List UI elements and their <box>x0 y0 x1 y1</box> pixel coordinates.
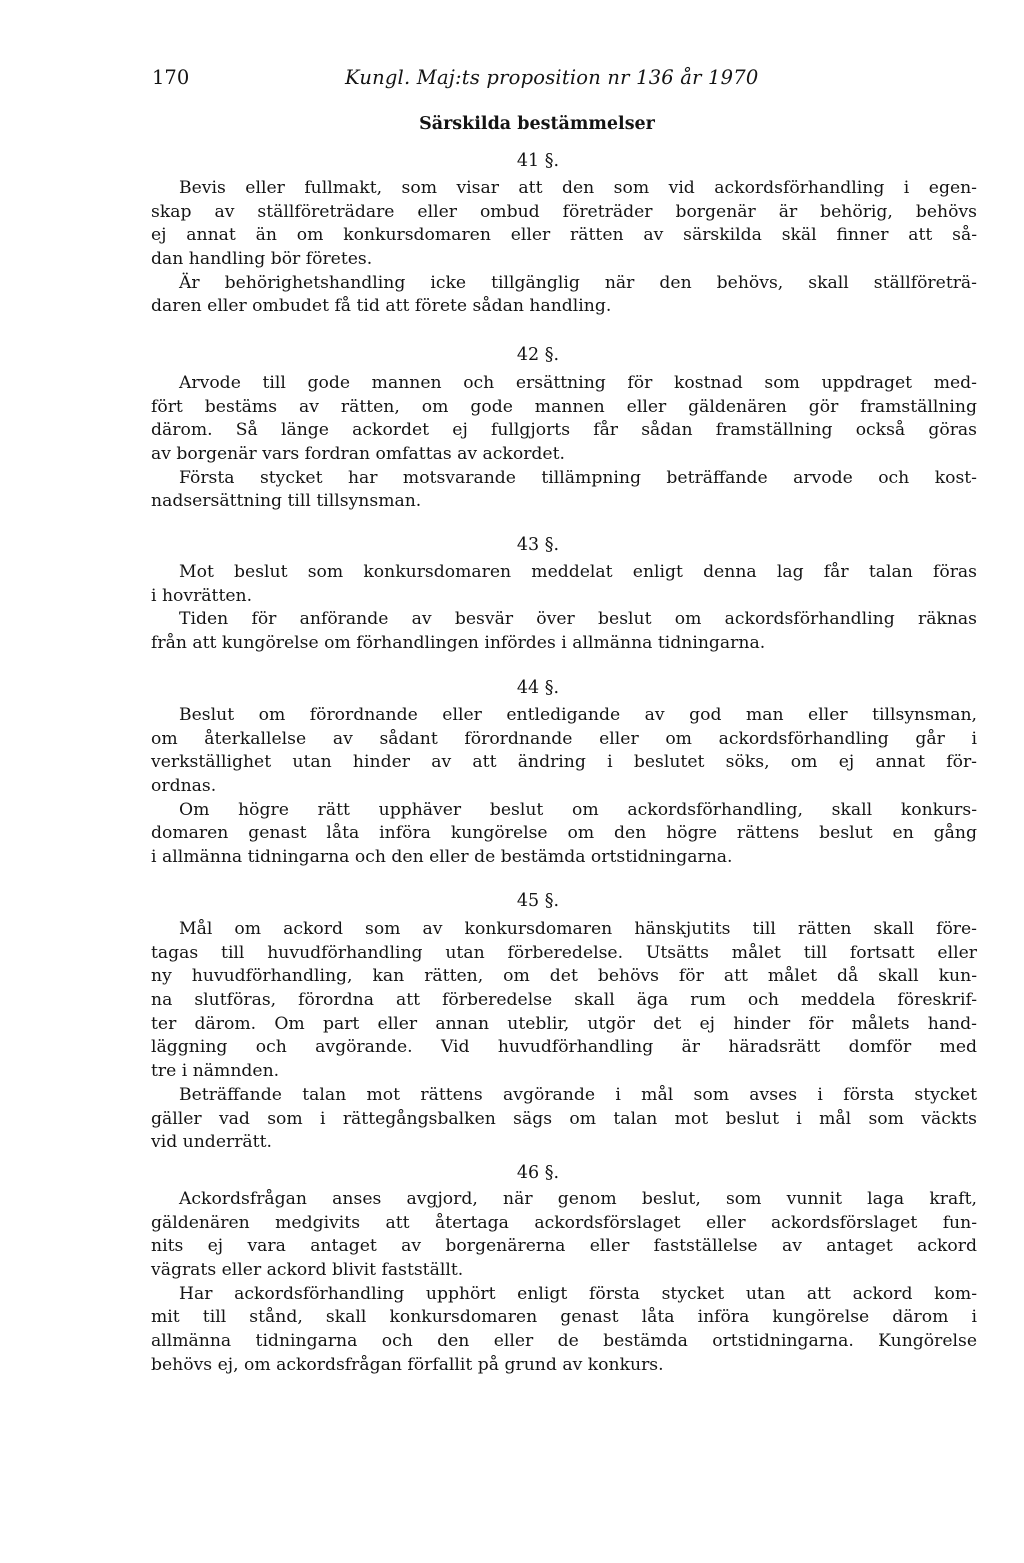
paragraph-44-body <box>151 704 977 870</box>
text-line: gäldenären medgivits att återtaga ackordsförslaget eller ackordsförslaget fun- <box>151 1212 977 1233</box>
text-line: Är behörighetshandling icke tillgänglig när den behövs, skall ställföreträ- <box>179 272 977 293</box>
text-line: nadsersättning till tillsynsman. <box>151 491 422 512</box>
text-line: verkställighet utan hinder av att ändring i beslutet söks, om ej annat för- <box>151 752 977 773</box>
text-line: från att kungörelse om förhandlingen infördes i allmänna tidningarna. <box>151 633 766 654</box>
text-line: ordnas. <box>151 776 217 797</box>
paragraph-number-42: 42 §. <box>516 345 560 365</box>
text-line: vägrats eller ackord blivit fastställt. <box>151 1260 464 1281</box>
text-line: Tiden för anförande av besvär över beslut om ackordsförhandling räknas <box>179 609 977 630</box>
text-line: Om högre rätt upphäver beslut om ackordsförhandling, skall konkurs- <box>179 799 977 820</box>
text-line: nits ej vara antaget av borgenärerna eller fastställelse av antaget ackord <box>151 1236 977 1257</box>
paragraph-number-43: 43 §. <box>516 535 560 555</box>
text-line: ny huvudförhandling, kan rätten, om det behövs för att målet då skall kun- <box>151 966 977 987</box>
text-line: daren eller ombudet få tid att förete sådan handling. <box>151 296 612 317</box>
text-line: fört bestäms av rätten, om gode mannen eller gäldenären gör framställning <box>151 396 977 417</box>
text-line: tagas till huvudförhandling utan förberedelse. Utsätts målet till fortsatt eller <box>151 942 977 963</box>
text-line: Arvode till gode mannen och ersättning för kostnad som uppdraget med- <box>179 373 977 393</box>
paragraph-number-44: 44 §. <box>516 678 560 698</box>
text-line: läggning och avgörande. Vid huvudförhandling är häradsrätt domför med <box>151 1037 977 1058</box>
text-line: Beslut om förordnande eller entledigande av god man eller tillsynsman, <box>179 705 977 725</box>
paragraph-number-46: 46 §. <box>516 1163 560 1183</box>
text-line: av borgenär vars fordran omfattas av ackordet. <box>151 444 565 465</box>
text-line: Mål om ackord som av konkursdomaren hänskjutits till rätten skall före- <box>179 919 977 939</box>
text-line: Mot beslut som konkursdomaren meddelat enligt denna lag får talan föras <box>179 562 977 582</box>
paragraph-number-41: 41 §. <box>516 151 560 171</box>
running-header-title: Kungl. Maj:ts proposition nr 136 år 1970 <box>345 66 759 89</box>
text-line: Beträffande talan mot rättens avgörande i mål som avses i första stycket <box>179 1084 977 1105</box>
text-line: dan handling bör företes. <box>151 249 373 270</box>
text-line: i allmänna tidningarna och den eller de bestämda ortstidningarna. <box>151 847 733 868</box>
paragraph-42-body <box>151 372 977 514</box>
text-line: behövs ej, om ackordsfrågan förfallit på grund av konkurs. <box>151 1354 664 1375</box>
paragraph-43-body <box>151 561 977 656</box>
text-line: därom. Så länge ackordet ej fullgjorts får sådan framställning också göras <box>151 420 977 441</box>
section-heading: Särskilda bestämmelser <box>419 114 655 134</box>
paragraph-41-body <box>151 177 977 319</box>
text-line: na slutföras, förordna att förberedelse skall äga rum och meddela föreskrif- <box>151 990 977 1011</box>
text-line: gäller vad som i rättegångsbalken sägs om talan mot beslut i mål som väckts <box>151 1108 977 1129</box>
text-line: allmänna tidningarna och den eller de bestämda ortstidningarna. Kungörelse <box>151 1331 977 1352</box>
text-line: Har ackordsförhandling upphört enligt första stycket utan att ackord kom- <box>179 1283 977 1304</box>
text-line: skap av ställföreträdare eller ombud företräder borgenär är behörig, behövs <box>151 201 977 222</box>
page-number: 170 <box>152 66 190 89</box>
text-line: i hovrätten. <box>151 585 253 606</box>
text-line: Ackordsfrågan anses avgjord, när genom beslut, som vunnit laga kraft, <box>179 1189 977 1209</box>
paragraph-46-body <box>151 1188 977 1378</box>
text-line: ter därom. Om part eller annan uteblir, utgör det ej hinder för målets hand- <box>151 1013 977 1034</box>
paragraph-45-body <box>151 918 977 1155</box>
text-line: tre i nämnden. <box>151 1061 280 1082</box>
text-line: ej annat än om konkursdomaren eller rätten av särskilda skäl finner att så- <box>151 225 977 246</box>
text-line: Första stycket har motsvarande tillämpning beträffande arvode och kost- <box>179 467 977 488</box>
text-line: Bevis eller fullmakt, som visar att den som vid ackordsförhandling i egen- <box>179 178 977 198</box>
paragraph-number-45: 45 §. <box>516 891 560 911</box>
text-line: om återkallelse av sådant förordnande eller om ackordsförhandling går i <box>151 728 977 749</box>
text-line: vid underrätt. <box>151 1132 272 1153</box>
text-line: domaren genast låta införa kungörelse om den högre rättens beslut en gång <box>151 823 977 844</box>
text-line: mit till stånd, skall konkursdomaren genast låta införa kungörelse därom i <box>151 1307 977 1328</box>
